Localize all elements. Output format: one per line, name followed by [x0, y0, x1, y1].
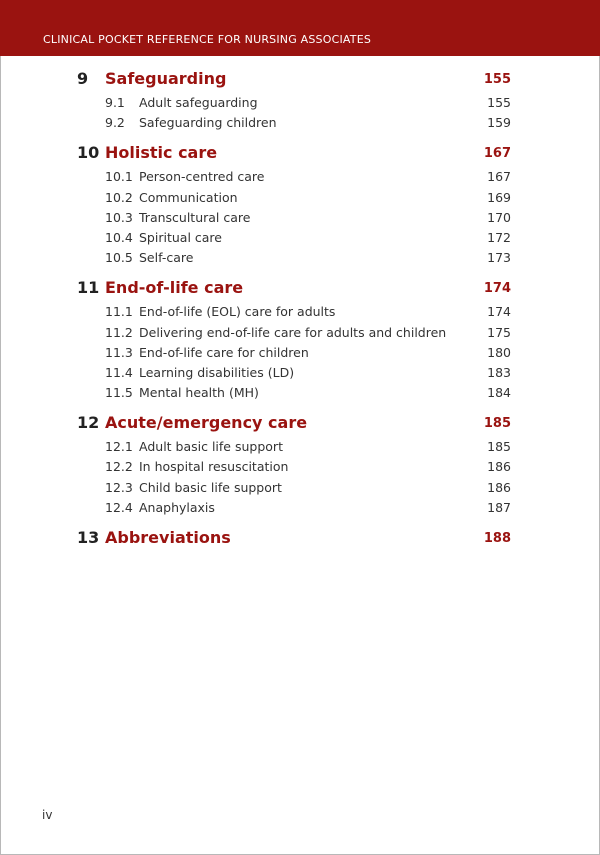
section-title: Person-centred care [139, 169, 265, 185]
chapter-entry [0, 66, 600, 133]
section-entry[interactable] [0, 93, 600, 113]
section-entry[interactable] [0, 228, 600, 248]
chapter-entry [0, 525, 600, 552]
section-page: 174 [487, 304, 511, 320]
section-page: 167 [487, 169, 511, 185]
chapter-heading[interactable] [0, 66, 600, 93]
section-page: 187 [487, 499, 511, 515]
chapter-entry [0, 140, 600, 268]
section-title: Mental health (MH) [139, 385, 259, 401]
section-title: Anaphylaxis [139, 499, 215, 515]
chapter-number: 11 [77, 278, 100, 298]
section-page: 186 [487, 479, 511, 495]
section-entry[interactable] [0, 113, 600, 133]
section-number: 12.1 [105, 439, 133, 455]
section-entry[interactable] [0, 383, 600, 403]
section-page: 173 [487, 250, 511, 266]
section-title: Delivering end-of-life care for adults and children [139, 324, 447, 340]
section-title: End-of-life (EOL) care for adults [139, 304, 336, 320]
section-number: 11.3 [105, 344, 133, 360]
chapter-number: 13 [77, 528, 100, 547]
section-entry[interactable] [0, 478, 600, 498]
section-entry[interactable] [0, 302, 600, 322]
section-number: 12.2 [105, 459, 133, 475]
section-entry[interactable] [0, 248, 600, 268]
chapter-number: 10 [77, 143, 100, 163]
section-page: 159 [487, 115, 511, 131]
section-number: 10.1 [105, 169, 133, 185]
chapter-heading[interactable] [0, 275, 600, 302]
section-number: 10.3 [105, 209, 133, 225]
chapter-entry [0, 410, 600, 518]
chapter-title: Holistic care [105, 143, 218, 163]
section-title: Adult safeguarding [139, 95, 258, 110]
section-entry[interactable] [0, 437, 600, 457]
chapter-heading[interactable] [0, 410, 600, 437]
section-list [0, 93, 600, 133]
section-number: 10.2 [105, 189, 133, 205]
section-page: 186 [487, 459, 511, 475]
table-of-contents [0, 66, 600, 552]
chapter-number: 12 [77, 413, 100, 433]
section-list [0, 302, 600, 403]
chapter-heading[interactable] [0, 525, 600, 552]
section-title: Safeguarding children [139, 115, 277, 131]
section-number: 11.2 [105, 324, 133, 340]
section-page: 172 [487, 229, 511, 245]
section-number: 11.1 [105, 304, 133, 320]
chapter-page: 167 [483, 146, 511, 162]
section-number: 9.2 [105, 115, 125, 131]
section-entry[interactable] [0, 457, 600, 477]
section-page: 175 [487, 324, 511, 340]
chapter-title: Safeguarding [105, 69, 227, 88]
chapter-entry [0, 275, 600, 403]
section-list [0, 167, 600, 268]
section-title: Spiritual care [139, 229, 222, 245]
section-number: 12.4 [105, 499, 133, 515]
section-page: 170 [487, 209, 511, 225]
section-entry[interactable] [0, 208, 600, 228]
chapter-heading[interactable] [0, 140, 600, 167]
section-entry[interactable] [0, 323, 600, 343]
section-title: Adult basic life support [139, 439, 283, 455]
section-entry[interactable] [0, 167, 600, 187]
section-entry[interactable] [0, 188, 600, 208]
section-number: 10.4 [105, 229, 133, 245]
section-title: Transcultural care [139, 209, 251, 225]
section-entry[interactable] [0, 343, 600, 363]
section-title: Communication [139, 189, 238, 205]
chapter-title: Abbreviations [105, 528, 231, 547]
section-page: 184 [487, 385, 511, 401]
section-entry[interactable] [0, 498, 600, 518]
section-number: 11.5 [105, 385, 133, 401]
section-title: In hospital resuscitation [139, 459, 289, 475]
chapter-number: 9 [77, 69, 89, 88]
section-title: Child basic life support [139, 479, 282, 495]
chapter-title: End-of-life care [105, 278, 244, 298]
section-title: End-of-life care for children [139, 344, 309, 360]
chapter-page: 188 [483, 531, 511, 546]
section-page: 180 [487, 344, 511, 360]
section-number: 10.5 [105, 250, 133, 266]
section-title: Self-care [139, 250, 194, 266]
section-page: 185 [487, 439, 511, 455]
section-number: 12.3 [105, 479, 133, 495]
chapter-page: 185 [483, 416, 511, 432]
section-page: 183 [487, 364, 511, 380]
running-header [0, 0, 600, 56]
section-number: 9.1 [105, 95, 125, 110]
chapter-page: 174 [483, 281, 511, 297]
chapter-title: Acute/emergency care [105, 413, 308, 433]
section-entry[interactable] [0, 363, 600, 383]
page-number: iv [42, 808, 53, 822]
section-page: 155 [487, 95, 511, 110]
book-title: CLINICAL POCKET REFERENCE FOR NURSING ASSOCIATES [43, 33, 372, 46]
section-list [0, 437, 600, 518]
section-page: 169 [487, 189, 511, 205]
section-number: 11.4 [105, 364, 133, 380]
chapter-page: 155 [483, 72, 511, 87]
section-title: Learning disabilities (LD) [139, 364, 295, 380]
